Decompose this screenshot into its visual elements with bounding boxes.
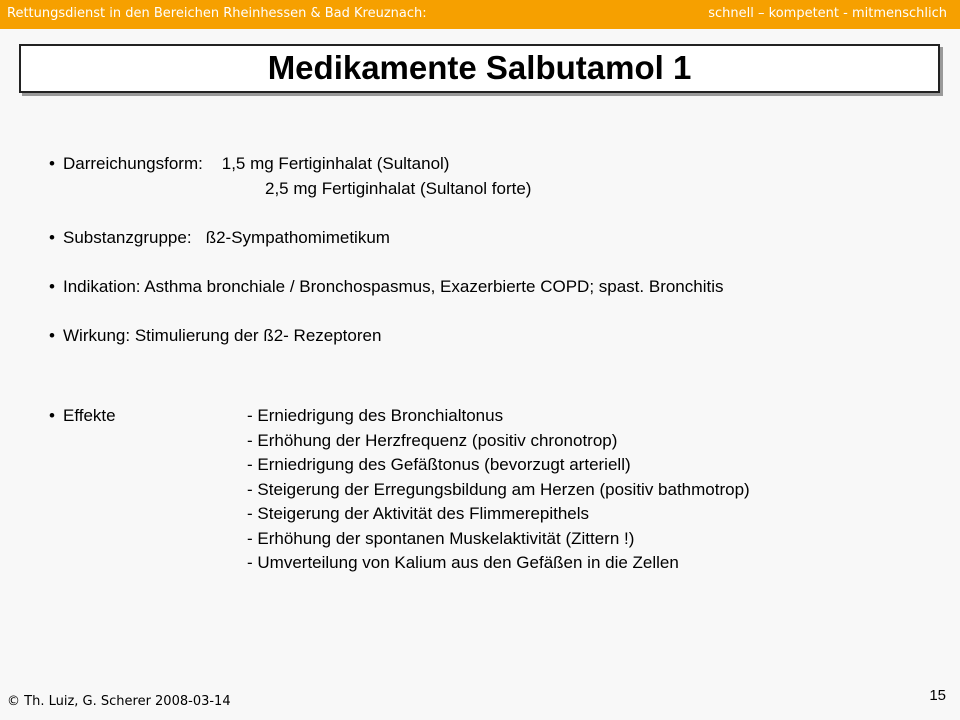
header-bar [0, 0, 960, 29]
effect-item: - Erhöhung der Herzfrequenz (positiv chronotrop) [247, 430, 618, 450]
footer-copyright: © Th. Luiz, G. Scherer 2008-03-14 [7, 694, 231, 709]
effect-item: - Umverteilung von Kalium aus den Gefäßen in die Zellen [247, 553, 679, 572]
header-right-text: schnell – kompetent - mitmenschlich [708, 6, 947, 21]
effect-item: - Erhöhung der spontanen Muskelaktivität (Zittern !) [247, 528, 635, 548]
spacer [49, 299, 724, 324]
bullet: • [49, 154, 55, 173]
item-wirkung [49, 324, 724, 349]
page-number: 15 [929, 687, 946, 704]
bullet: • [49, 406, 55, 425]
effect-item: - Steigerung der Aktivität des Flimmerepithels [247, 504, 590, 523]
darreichung-line1: 1,5 mg Fertiginhalat (Sultanol) [221, 154, 450, 173]
effect-item: - Erniedrigung des Gefäßtonus (bevorzugt arteriell) [247, 455, 631, 474]
darreichung-line2: 2,5 mg Fertiginhalat (Sultanol forte) [265, 178, 532, 198]
substanz-value: ß2-Sympathomimetikum [205, 227, 390, 247]
darreichung-label: Darreichungsform: [63, 154, 203, 173]
content-body [49, 152, 724, 348]
effects-list [247, 404, 750, 576]
header-left-text: Rettungsdienst in den Bereichen Rheinhessen & Bad Kreuznach: [7, 6, 427, 21]
wirkung-value: Stimulierung der ß2- Rezeptoren [134, 325, 382, 345]
indikation-value: Asthma bronchiale / Bronchospasmus, Exazerbierte COPD; spast. Bronchitis [144, 276, 724, 296]
indikation-label: Indikation: [63, 276, 141, 296]
bullet: • [49, 227, 55, 247]
item-substanz [49, 226, 724, 251]
item-indikation [49, 275, 724, 300]
effects-label: Effekte [63, 406, 116, 425]
title-box [19, 44, 940, 93]
effect-item: - Erniedrigung des Bronchialtonus [247, 406, 504, 425]
substanz-label: Substanzgruppe: [63, 227, 192, 247]
bullet: • [49, 325, 55, 345]
bullet: • [49, 276, 55, 296]
slide-title: Medikamente Salbutamol 1 [267, 49, 692, 86]
effect-item: - Steigerung der Erregungsbildung am Herzen (positiv bathmotrop) [247, 479, 750, 499]
item-darreichung [49, 152, 724, 177]
darreichung-line2-row [49, 177, 724, 202]
effects-label-row [49, 404, 116, 429]
spacer [49, 201, 724, 226]
spacer [49, 250, 724, 275]
wirkung-label: Wirkung: [63, 325, 131, 345]
